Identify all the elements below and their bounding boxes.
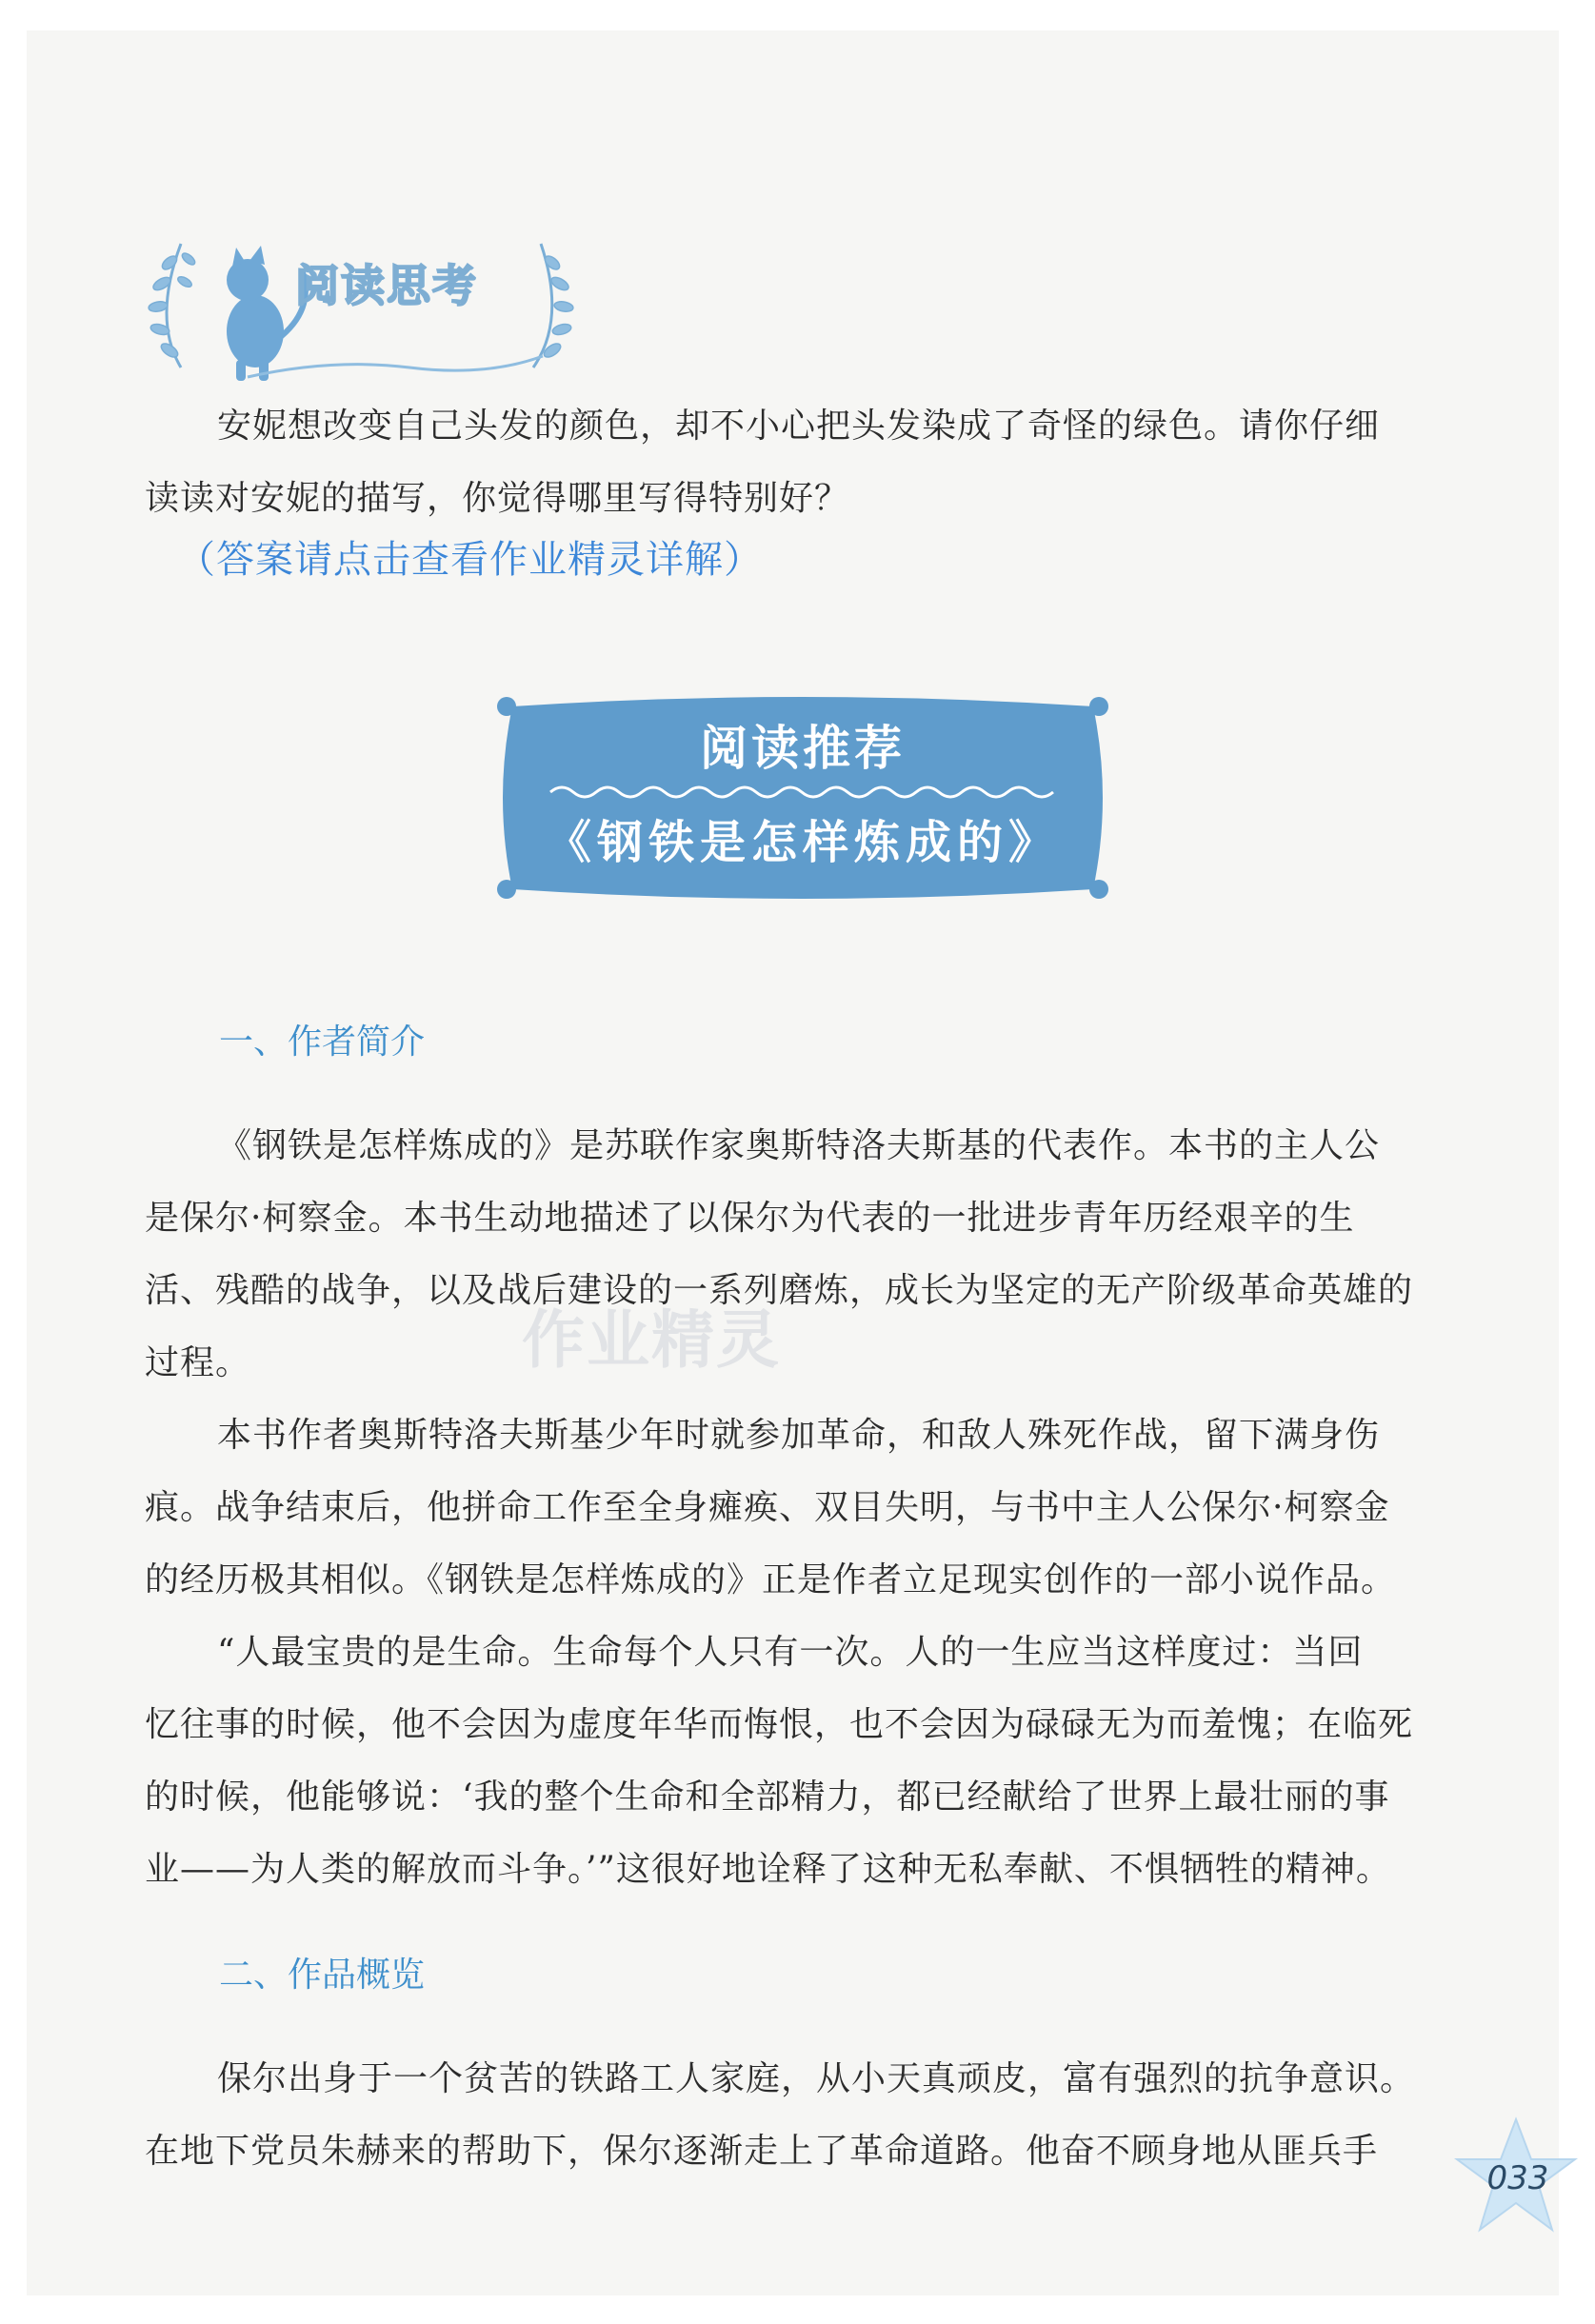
text-line: 活、残酷的战争，以及战后建设的一系列磨炼，成长为坚定的无产阶级革命英雄的: [145, 1271, 1414, 1310]
banner-title: 阅读推荐: [700, 720, 906, 776]
text-line: 是保尔·柯察金。本书生动地描述了以保尔为代表的一批进步青年历经艰辛的生: [145, 1199, 1355, 1238]
paragraph: [145, 1617, 1449, 1906]
text-line: 过程。: [145, 1343, 251, 1382]
reading-think-title: 阅读思考: [295, 260, 478, 311]
question-line: 读读对安妮的描写，你觉得哪里写得特别好？: [145, 479, 850, 518]
section-heading-author: 一、作者简介: [219, 1023, 426, 1062]
recommend-banner: [493, 693, 1112, 903]
text-line: 的经历极其相似。《钢铁是怎样炼成的》正是作者立足现实创作的一部小说作品。: [145, 1560, 1397, 1599]
text-line: 保尔出身于一个贫苦的铁路工人家庭，从小天真顽皮，富有强烈的抗争意识。: [217, 2059, 1416, 2098]
answer-link[interactable]: （答案请点击查看作业精灵详解）: [177, 538, 763, 582]
banner-book-title: 《钢铁是怎样炼成的》: [545, 816, 1060, 869]
page-number: 033: [1486, 2159, 1549, 2197]
text-line: 《钢铁是怎样炼成的》是苏联作家奥斯特洛夫斯基的代表作。本书的主人公: [217, 1126, 1381, 1165]
paragraph: [145, 2043, 1449, 2188]
paragraph: [145, 1400, 1449, 1617]
think-question: [145, 390, 1449, 535]
section-heading-overview: 二、作品概览: [219, 1956, 426, 1995]
question-line: 安妮想改变自己头发的颜色，却不小心把头发染成了奇怪的绿色。请你仔细: [217, 407, 1381, 446]
watermark: 作业精灵: [522, 1303, 781, 1377]
page-number-badge: [1449, 2112, 1583, 2245]
text-line: 本书作者奥斯特洛夫斯基少年时就参加革命，和敌人殊死作战，留下满身伤: [217, 1416, 1381, 1455]
text-line: “人最宝贵的是生命。生命每个人只有一次。人的一生应当这样度过：当回: [217, 1633, 1364, 1672]
text-line: 业——为人类的解放而斗争。’”这很好地诠释了这种无私奉献、不惧牺牲的精神。: [145, 1850, 1391, 1889]
text-line: 在地下党员朱赫来的帮助下，保尔逐渐走上了革命道路。他奋不顾身地从匪兵手: [145, 2132, 1379, 2171]
reading-think-heading: [143, 225, 581, 387]
text-line: 忆往事的时候，他不会因为虚度年华而悔恨，也不会因为碌碌无为而羞愧；在临死: [145, 1705, 1414, 1744]
text-line: 痕。战争结束后，他拼命工作至全身瘫痪、双目失明，与书中主人公保尔·柯察金: [145, 1488, 1390, 1527]
text-line: 的时候，他能够说：‘我的整个生命和全部精力，都已经献给了世界上最壮丽的事: [145, 1778, 1390, 1817]
paragraph: [145, 1110, 1449, 1400]
